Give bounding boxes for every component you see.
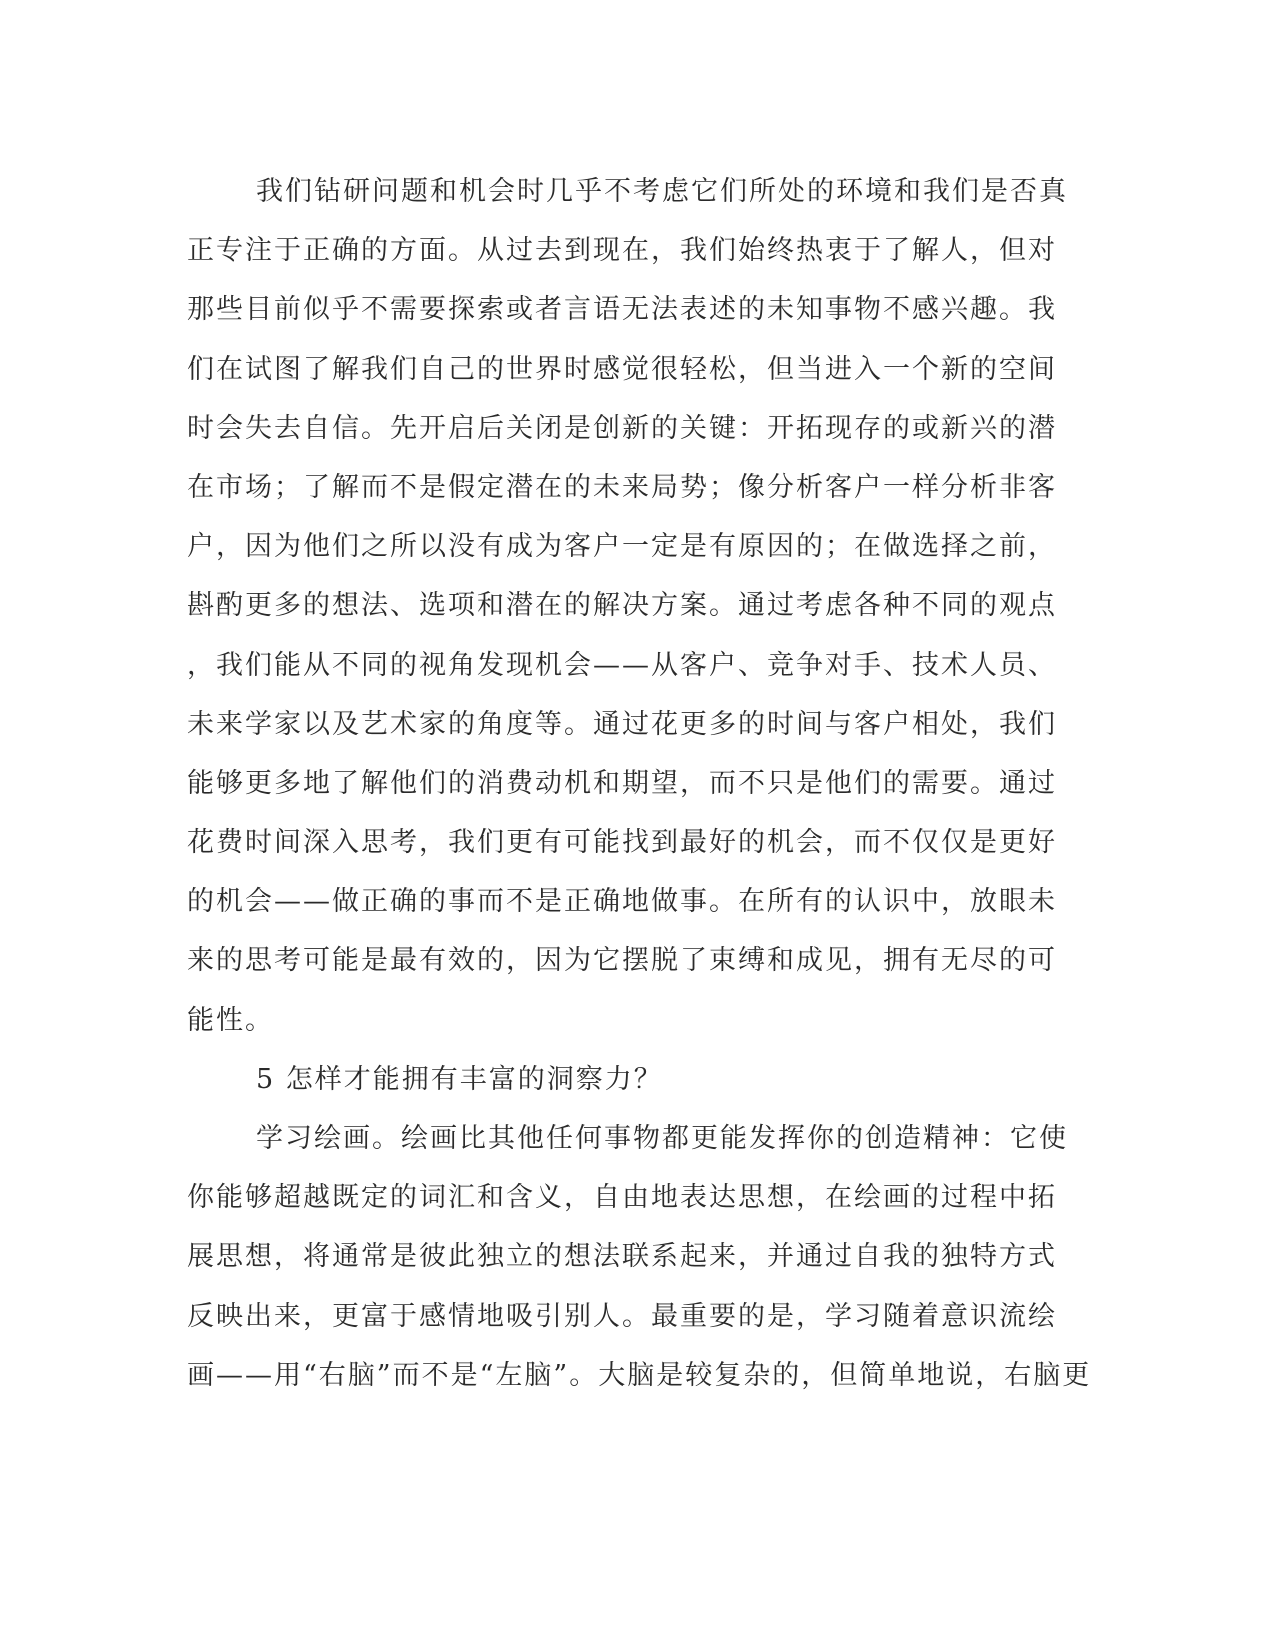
paragraph-1-line-9: ，我们能从不同的视角发现机会——从客户、竞争对手、技术人员、 (187, 649, 1057, 681)
paragraph-1-line-5: 时会失去自信。先开启后关闭是创新的关键：开拓现存的或新兴的潜 (187, 412, 1057, 444)
document-body (187, 162, 1092, 1405)
paragraph-1-line-2: 正专注于正确的方面。从过去到现在，我们始终热衷于了解人，但对 (187, 235, 1057, 267)
paragraph-1-line-3: 那些目前似乎不需要探索或者言语无法表述的未知事物不感兴趣。我 (187, 294, 1057, 326)
paragraph-1-line-1: 我们钻研问题和机会时几乎不考虑它们所处的环境和我们是否真 (256, 176, 1068, 207)
paragraph-1-line-14: 来的思考可能是最有效的，因为它摆脱了束缚和成见，拥有无尽的可 (187, 945, 1057, 977)
paragraph-2-line-1: 学习绘画。绘画比其他任何事物都更能发挥你的创造精神：它使 (256, 1123, 1068, 1154)
paragraph-2-line-3: 展思想，将通常是彼此独立的想法联系起来，并通过自我的独特方式 (187, 1241, 1057, 1273)
paragraph-1-line-10: 未来学家以及艺术家的角度等。通过花更多的时间与客户相处，我们 (187, 708, 1057, 740)
paragraph-1-line-13: 的机会——做正确的事而不是正确地做事。在所有的认识中，放眼未 (187, 886, 1057, 918)
paragraph-1-line-12: 花费时间深入思考，我们更有可能找到最好的机会，而不仅仅是更好 (187, 827, 1057, 859)
paragraph-1-line-8: 斟酌更多的想法、选项和潜在的解决方案。通过考虑各种不同的观点 (187, 590, 1057, 622)
paragraph-1-line-6: 在市场；了解而不是假定潜在的未来局势；像分析客户一样分析非客 (187, 471, 1057, 503)
paragraph-2-line-4: 反映出来，更富于感情地吸引别人。最重要的是，学习随着意识流绘 (187, 1300, 1057, 1332)
paragraph-1-line-4: 们在试图了解我们自己的世界时感觉很轻松，但当进入一个新的空间 (187, 353, 1057, 385)
paragraph-2-line-5: 画——用“右脑”而不是“左脑”。大脑是较复杂的，但简单地说，右脑更 (187, 1359, 1092, 1391)
paragraph-1-line-11: 能够更多地了解他们的消费动机和期望，而不只是他们的需要。通过 (187, 767, 1057, 799)
paragraph-2-line-2: 你能够超越既定的词汇和含义，自由地表达思想，在绘画的过程中拓 (187, 1182, 1057, 1214)
section-heading: 5 怎样才能拥有丰富的洞察力？ (256, 1063, 663, 1095)
paragraph-1-line-15: 能性。 (187, 1004, 274, 1036)
paragraph-1-line-7: 户，因为他们之所以没有成为客户一定是有原因的；在做选择之前， (187, 531, 1057, 563)
